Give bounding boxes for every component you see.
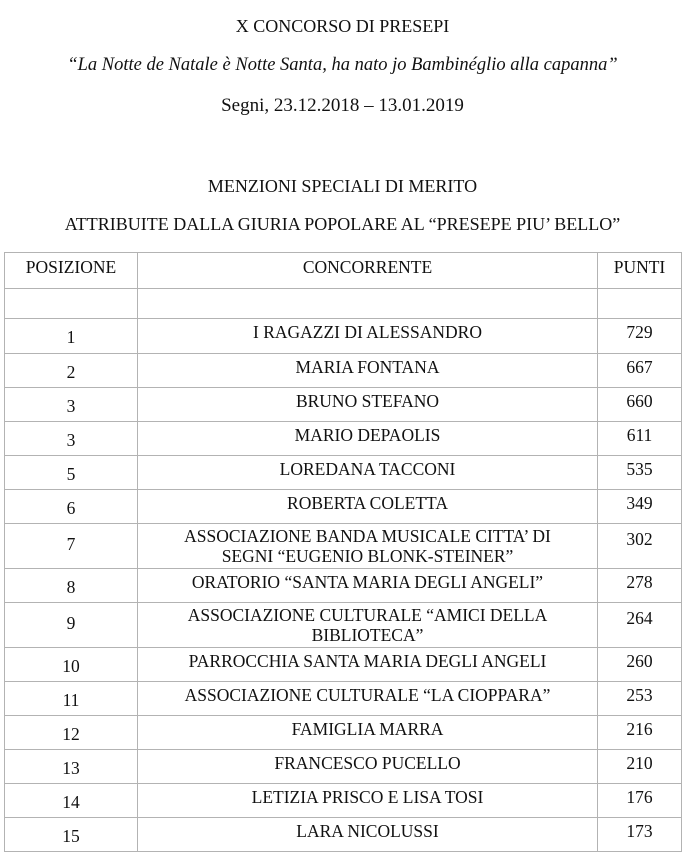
position-cell: 8 (5, 569, 138, 603)
points-cell: 253 (598, 682, 682, 716)
table-row (5, 818, 682, 852)
points-cell: 302 (598, 524, 682, 569)
competitor-line: ASSOCIAZIONE CULTURALE “AMICI DELLA (187, 605, 548, 625)
table-row (5, 569, 682, 603)
points-cell: 611 (598, 422, 682, 456)
column-header-competitor: CONCORRENTE (138, 253, 598, 289)
table-row (5, 456, 682, 490)
table-row (5, 319, 682, 354)
table-row (5, 750, 682, 784)
competitor-cell: LOREDANA TACCONI (138, 456, 598, 490)
position-cell: 2 (5, 354, 138, 388)
points-cell: 278 (598, 569, 682, 603)
competitor-cell: PARROCCHIA SANTA MARIA DEGLI ANGELI (138, 648, 598, 682)
competitor-cell: I RAGAZZI DI ALESSANDRO (138, 319, 598, 354)
table-row (5, 388, 682, 422)
section-subtitle: ATTRIBUITE DALLA GIURIA POPOLARE AL “PRESEPE PIU’ BELLO” (64, 214, 621, 234)
position-cell: 6 (5, 490, 138, 524)
results-table (4, 252, 682, 852)
empty-row (5, 289, 682, 319)
competitor-cell: BRUNO STEFANO (138, 388, 598, 422)
competitor-cell: ASSOCIAZIONE CULTURALE “LA CIOPPARA” (138, 682, 598, 716)
table-row (5, 354, 682, 388)
column-header-points: PUNTI (598, 253, 682, 289)
empty-cell (5, 289, 138, 319)
table-row (5, 603, 682, 648)
points-cell: 535 (598, 456, 682, 490)
table-row (5, 648, 682, 682)
contest-title: X CONCORSO DI PRESEPI (235, 16, 450, 36)
points-cell: 176 (598, 784, 682, 818)
table-row (5, 784, 682, 818)
points-cell: 173 (598, 818, 682, 852)
competitor-cell: LARA NICOLUSSI (138, 818, 598, 852)
contest-motto: “La Notte de Natale è Notte Santa, ha nato jo Bambinéglio alla capanna” (67, 55, 618, 75)
points-cell: 260 (598, 648, 682, 682)
position-cell: 1 (5, 319, 138, 354)
points-cell: 264 (598, 603, 682, 648)
position-cell: 5 (5, 456, 138, 490)
contest-place-dates: Segni, 23.12.2018 – 13.01.2019 (221, 95, 464, 116)
position-cell: 12 (5, 716, 138, 750)
position-cell: 15 (5, 818, 138, 852)
position-cell: 3 (5, 388, 138, 422)
table-row (5, 682, 682, 716)
position-cell: 9 (5, 603, 138, 648)
points-cell: 729 (598, 319, 682, 354)
position-cell: 13 (5, 750, 138, 784)
competitor-line: SEGNI “EUGENIO BLONK-STEINER” (221, 546, 514, 566)
competitor-cell: FRANCESCO PUCELLO (138, 750, 598, 784)
points-cell: 349 (598, 490, 682, 524)
points-cell: 216 (598, 716, 682, 750)
position-cell: 14 (5, 784, 138, 818)
table-row (5, 422, 682, 456)
competitor-cell (138, 524, 598, 569)
competitor-cell: ORATORIO “SANTA MARIA DEGLI ANGELI” (138, 569, 598, 603)
section-title: MENZIONI SPECIALI DI MERITO (207, 176, 478, 196)
empty-cell (598, 289, 682, 319)
position-cell: 3 (5, 422, 138, 456)
points-cell: 667 (598, 354, 682, 388)
position-cell: 7 (5, 524, 138, 569)
competitor-line: BIBLIOTECA” (311, 625, 424, 645)
competitor-cell: MARIA FONTANA (138, 354, 598, 388)
table-row (5, 490, 682, 524)
table-row (5, 524, 682, 569)
competitor-cell (138, 603, 598, 648)
points-cell: 210 (598, 750, 682, 784)
competitor-line: ASSOCIAZIONE BANDA MUSICALE CITTA’ DI (184, 526, 551, 546)
position-cell: 10 (5, 648, 138, 682)
table-row (5, 716, 682, 750)
competitor-cell: LETIZIA PRISCO E LISA TOSI (138, 784, 598, 818)
column-header-position: POSIZIONE (5, 253, 138, 289)
competitor-cell: FAMIGLIA MARRA (138, 716, 598, 750)
position-cell: 11 (5, 682, 138, 716)
points-cell: 660 (598, 388, 682, 422)
table-header-row (5, 253, 682, 289)
competitor-cell: ROBERTA COLETTA (138, 490, 598, 524)
competitor-cell: MARIO DEPAOLIS (138, 422, 598, 456)
empty-cell (138, 289, 598, 319)
